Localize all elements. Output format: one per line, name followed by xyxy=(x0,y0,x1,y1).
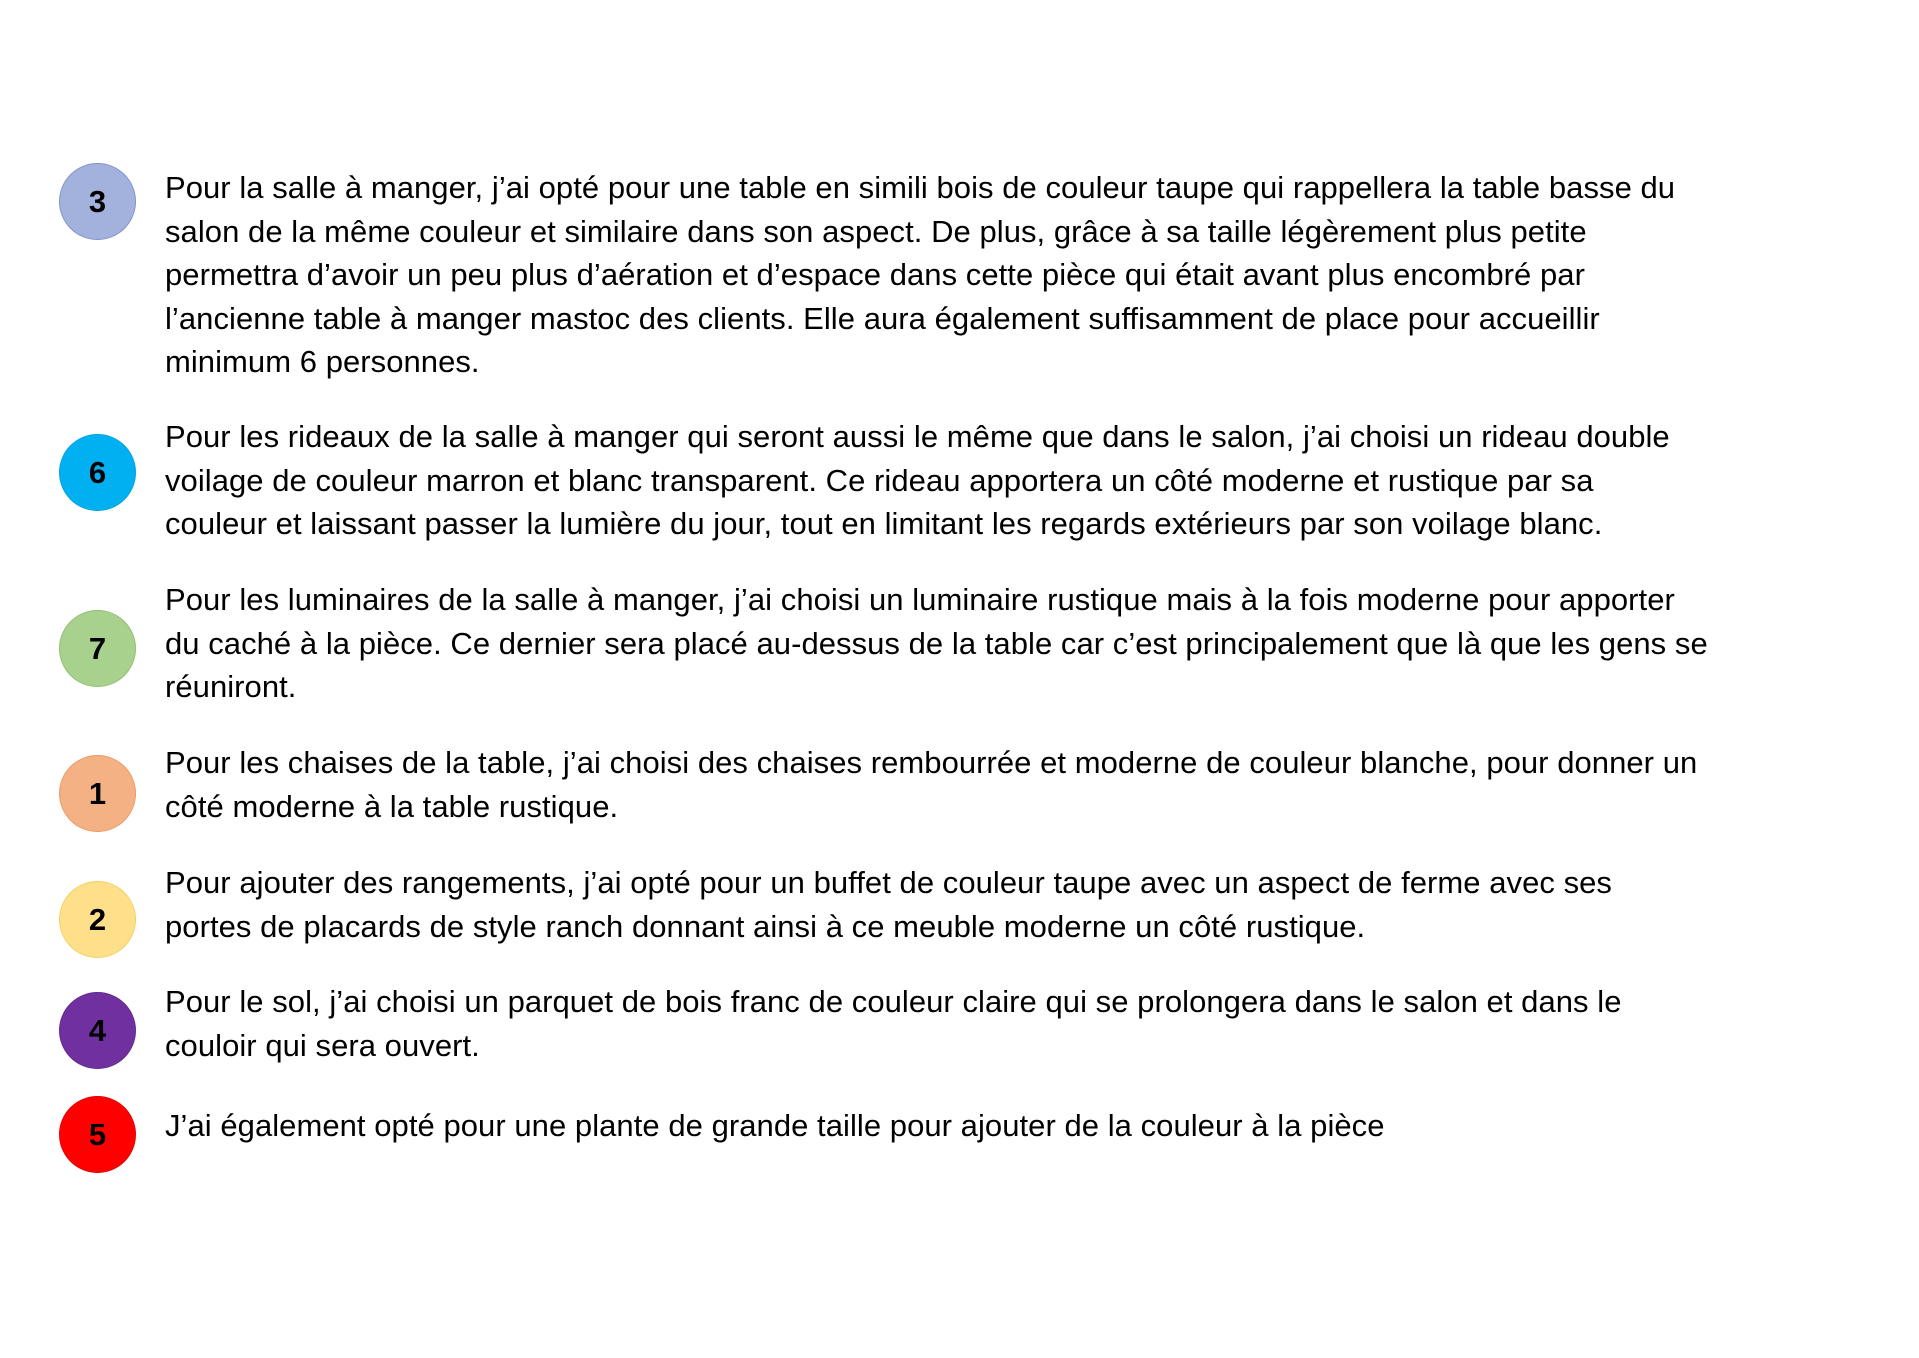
number-badge-7 xyxy=(59,610,136,687)
item-paragraph: J’ai également opté pour une plante de grande taille pour ajouter de la couleur à la pièce xyxy=(165,1108,1385,1143)
badge-number: 5 xyxy=(88,1116,107,1152)
number-badge-2 xyxy=(59,881,136,958)
number-badge-3 xyxy=(59,163,136,240)
badge-number: 2 xyxy=(88,901,107,937)
item-paragraph: Pour les rideaux de la salle à manger qui seront aussi le même que dans le salon, j’ai choisi un rideau double voilage de couleur marron et blanc transparent. Ce rideau apportera un côté moderne et rustique par sa couleur et laissant passer la lumière du jour, tout en limitant les regards extérieurs par son voilage blanc. xyxy=(165,419,1670,541)
badge-number: 1 xyxy=(88,775,107,811)
item-paragraph: Pour ajouter des rangements, j’ai opté pour un buffet de couleur taupe avec un aspect de ferme avec ses portes de placards de style ranch donnant ainsi à ce meuble moderne un côté rustique. xyxy=(165,865,1612,944)
number-badge-4 xyxy=(59,992,136,1069)
number-badge-6 xyxy=(59,434,136,511)
badge-number: 3 xyxy=(88,183,107,219)
item-paragraph: Pour la salle à manger, j’ai opté pour une table en simili bois de couleur taupe qui rappellera la table basse du salon de la même couleur et similaire dans son aspect. De plus, grâce à sa taille légèrement plus petite permettra d’avoir un peu plus d’aération et d’espace dans cette pièce qui était avant plus encombré par l’ancienne table à manger mastoc des clients. Elle aura également suffisamment de place pour accueillir minimum 6 personnes. xyxy=(165,170,1676,379)
item-paragraph: Pour le sol, j’ai choisi un parquet de bois franc de couleur claire qui se prolongera dans le salon et dans le couloir qui sera ouvert. xyxy=(165,984,1622,1063)
item-paragraph: Pour les luminaires de la salle à manger, j’ai choisi un luminaire rustique mais à la fois moderne pour apporter du caché à la pièce. Ce dernier sera placé au-dessus de la table car c’est principalement que là que les gens se réuniront. xyxy=(165,582,1708,704)
number-badge-5 xyxy=(59,1096,136,1173)
badge-number: 6 xyxy=(88,454,107,490)
badge-number: 7 xyxy=(88,630,107,666)
item-paragraph: Pour les chaises de la table, j’ai choisi des chaises rembourrée et moderne de couleur blanche, pour donner un côté moderne à la table rustique. xyxy=(165,745,1698,824)
badge-number: 4 xyxy=(88,1012,107,1048)
number-badge-1 xyxy=(59,755,136,832)
